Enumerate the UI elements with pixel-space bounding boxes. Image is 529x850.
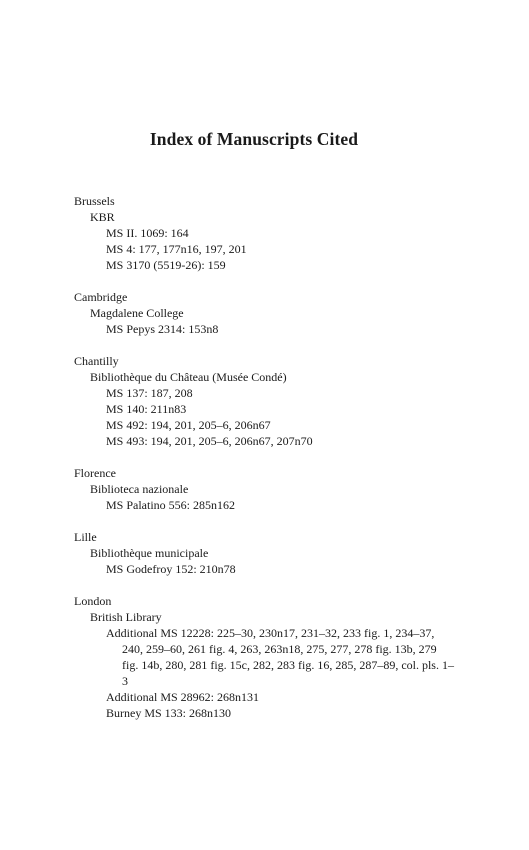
page-title: Index of Manuscripts Cited	[149, 129, 359, 149]
institution-heading: Magdalene College	[90, 306, 184, 320]
city-heading: Cambridge	[74, 290, 128, 304]
city-heading: Brussels	[74, 194, 115, 208]
manuscript-item: MS 140: 211n83	[106, 402, 187, 416]
institution-heading: Bibliothèque du Château (Musée Condé)	[90, 370, 287, 384]
city-heading: Florence	[74, 466, 116, 480]
institution-heading: KBR	[90, 210, 115, 224]
manuscript-item: Additional MS 28962: 268n131	[106, 690, 260, 704]
manuscript-index	[74, 193, 454, 721]
manuscript-item: MS II. 1069: 164	[106, 226, 189, 240]
manuscript-item: Additional MS 12228: 225–30, 230n17, 231–32, 233 fig. 1, 234–37, 240, 259–60, 261 fig. 4, 263, 263n18, 275, 277, 278 fig. 13b, 279 fig. 14b, 280, 281 fig. 15c, 282, 283 fig. 16, 285, 287–89, col. pls. 1–3	[106, 626, 454, 688]
institution-heading: Biblioteca nazionale	[90, 482, 189, 496]
city-heading: Chantilly	[74, 354, 119, 368]
index-entry-florence	[74, 465, 454, 513]
institution-heading: Bibliothèque municipale	[90, 546, 209, 560]
index-entry-cambridge	[74, 289, 454, 337]
manuscript-item: MS 3170 (5519-26): 159	[106, 258, 226, 272]
city-heading: London	[74, 594, 112, 608]
manuscript-item: MS 137: 187, 208	[106, 386, 193, 400]
index-entry-lille	[74, 529, 454, 577]
city-heading: Lille	[74, 530, 97, 544]
manuscript-item: Burney MS 133: 268n130	[106, 706, 232, 720]
manuscript-item: MS 493: 194, 201, 205–6, 206n67, 207n70	[106, 434, 313, 448]
institution-heading: British Library	[90, 610, 162, 624]
index-entry-london	[74, 593, 454, 721]
index-entry-chantilly	[74, 353, 454, 449]
manuscript-item: MS 4: 177, 177n16, 197, 201	[106, 242, 247, 256]
manuscript-item: MS Godefroy 152: 210n78	[106, 562, 236, 576]
manuscript-item: MS Pepys 2314: 153n8	[106, 322, 219, 336]
manuscript-item: MS 492: 194, 201, 205–6, 206n67	[106, 418, 271, 432]
index-entry-brussels	[74, 193, 454, 273]
manuscript-item: MS Palatino 556: 285n162	[106, 498, 236, 512]
